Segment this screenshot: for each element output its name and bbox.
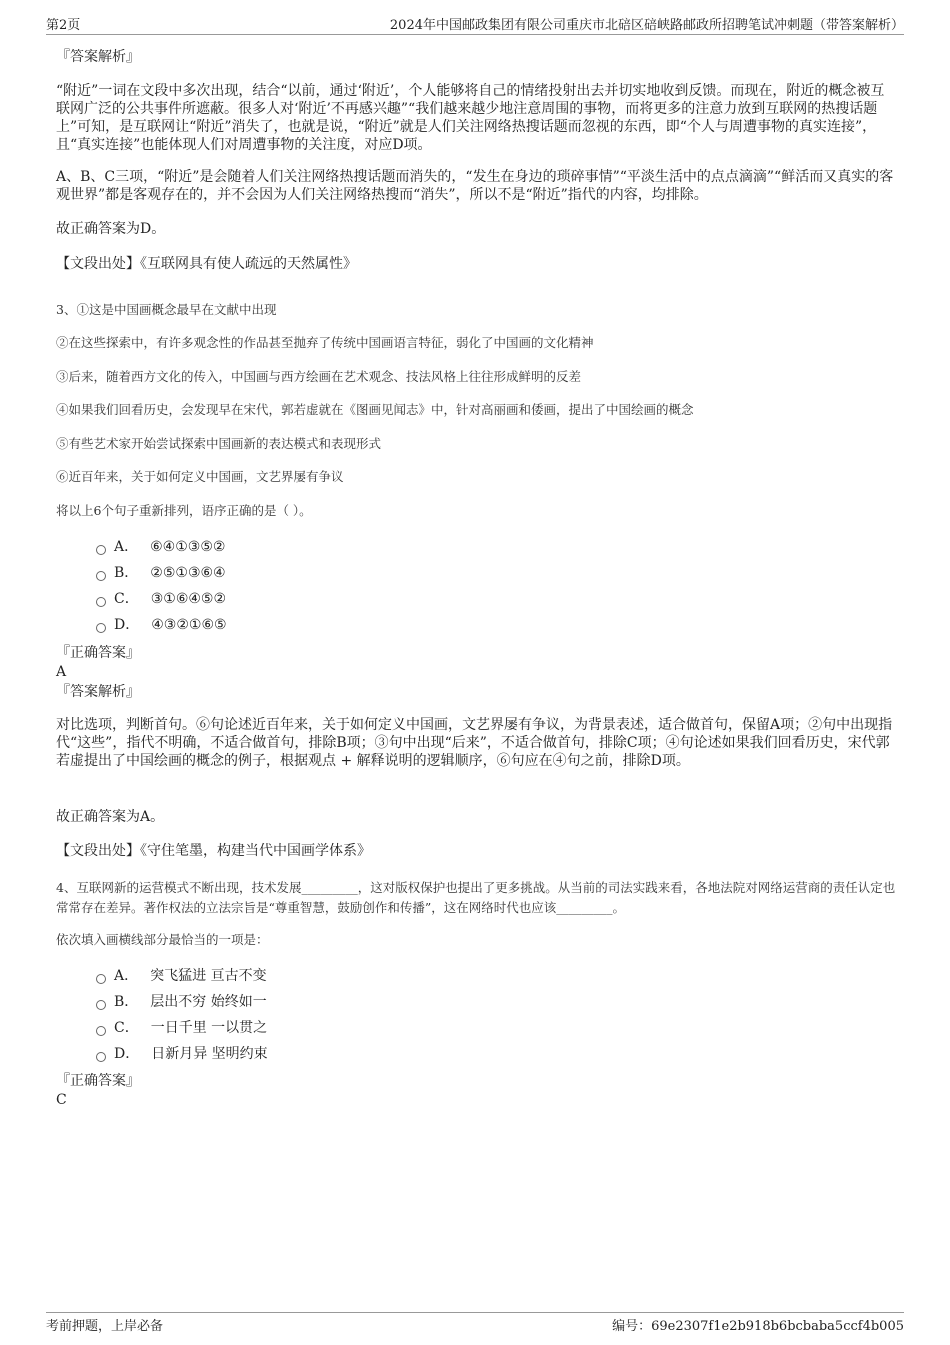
option-label: D． (114, 1046, 140, 1062)
option-label: C． (114, 591, 139, 607)
radio-icon[interactable] (96, 1000, 106, 1010)
option-text: ②⑤①③⑥④ (150, 565, 226, 581)
q4-prompt: 依次填入画横线部分最恰当的一项是： (56, 932, 269, 947)
q3-option-d[interactable] (96, 616, 227, 634)
q3-option-b[interactable] (96, 564, 226, 582)
option-text: ④③②①⑥⑤ (151, 617, 227, 633)
q4-answer-label: 『正确答案』 (56, 1073, 140, 1089)
page-header (46, 14, 904, 35)
q3-analysis-paragraph: 对比选项，判断首句。⑥句论述近百年来，关于如何定义中国画，文艺界屡有争议，为背景表述，适合做首句，保留A项；②句中出现指代“这些”，指代不明确，不适合做首句，排除B项；③句中出现“后来”，不适合做首句，排除C项；④句论述如果我们回看历史，宋代郭若虚提出了中国绘画的概念的例子，根据观点 + 解释说明的逻辑顺序，⑥句应在④句之前，排除D项。 (56, 717, 893, 769)
q3-source: 【文段出处】《守住笔墨，构建当代中国画学体系》 (56, 843, 371, 859)
q2-analysis-paragraph-2: A、B、C三项，“附近”是会随着人们关注网络热搜话题而消失的，“发生在身边的琐碎事情”“平淡生活中的点点滴滴”“鲜活而又真实的客观世界”都是客观存在的，并不会因为人们关注网络热搜而“消失”，所以不是“附近”指代的内容，均排除。 (56, 169, 894, 203)
option-text: 突飞猛进 亘古不变 (150, 968, 267, 984)
option-label: A． (114, 968, 139, 984)
option-label: A． (114, 539, 139, 555)
footer-slogan: 考前押题，上岸必备 (46, 1319, 164, 1334)
q4-option-c[interactable] (96, 1019, 267, 1037)
page-footer (46, 1312, 904, 1335)
q2-analysis-paragraph-1: “附近”一词在文段中多次出现，结合“以前，通过‘附近’，个人能够将自己的情绪投射出去并切实地收到反馈。而现在，附近的概念被互联网广泛的公共事件所遮蔽。很多人对‘附近’不再感兴趣”“我们越来越少地注意周围的事物，而将更多的注意力放到互联网的热搜话题上”可知，是互联网让“附近”消失了，也就是说，“附近”就是人们关注网络热搜话题而忽视的东西，即“个人与周遭事物的真实连接”，且“真实连接”也能体现人们对周遭事物的关注度，对应D项。 (56, 83, 885, 153)
q3-sentence-5: ⑤有些艺术家开始尝试探索中国画新的表达模式和表现形式 (56, 436, 382, 451)
radio-icon[interactable] (96, 1052, 106, 1062)
page-number: 第2页 (46, 18, 81, 33)
q3-option-c[interactable] (96, 590, 226, 608)
radio-icon[interactable] (96, 597, 106, 607)
option-text: ③①⑥④⑤② (150, 591, 227, 607)
option-text: 层出不穷 始终如一 (150, 994, 267, 1010)
q3-conclusion: 故正确答案为A。 (56, 809, 165, 825)
radio-icon[interactable] (96, 974, 106, 984)
option-label: B． (114, 994, 139, 1010)
option-text: 日新月异 坚明约束 (151, 1046, 268, 1062)
q4-option-b[interactable] (96, 993, 267, 1011)
q2-conclusion: 故正确答案为D。 (56, 221, 166, 237)
q4-stem: 4、互联网新的运营模式不断出现，技术发展_________，这对版权保护也提出了更多挑战。从当前的司法实践来看，各地法院对网络运营商的责任认定也常常存在差异。著作权法的立法宗旨是“尊重智慧，鼓励创作和传播”，这在网络时代也应该_________。 (56, 880, 896, 915)
q4-option-a[interactable] (96, 967, 267, 985)
option-label: D． (114, 617, 140, 633)
radio-icon[interactable] (96, 545, 106, 555)
q3-sentence-6: ⑥近百年来，关于如何定义中国画，文艺界屡有争议 (56, 469, 344, 484)
option-label: B． (114, 565, 139, 581)
document-id: 编号：69e2307f1e2b918b6bcbaba5ccf4b005 (612, 1319, 904, 1334)
q3-analysis-label: 『答案解析』 (56, 684, 140, 700)
radio-icon[interactable] (96, 1026, 106, 1036)
q3-sentence-3: ③后来，随着西方文化的传入，中国画与西方绘画在艺术观念、技法风格上往往形成鲜明的反差 (56, 369, 582, 384)
q3-sentence-4: ④如果我们回看历史，会发现早在宋代，郭若虚就在《图画见闻志》中，针对高丽画和倭画，提出了中国绘画的概念 (56, 402, 694, 417)
q3-sentence-1: 3、①这是中国画概念最早在文献中出现 (56, 302, 277, 317)
option-label: C． (114, 1020, 139, 1036)
option-text: 一日千里 一以贯之 (150, 1020, 268, 1036)
q2-source: 【文段出处】《互联网具有使人疏远的天然属性》 (56, 256, 357, 272)
radio-icon[interactable] (96, 571, 106, 581)
q3-option-a[interactable] (96, 538, 225, 556)
q3-answer: A (56, 664, 67, 680)
q3-prompt: 将以上6个句子重新排列，语序正确的是（ ）。 (56, 503, 312, 518)
q2-analysis-label: 『答案解析』 (56, 49, 140, 65)
option-text: ⑥④①③⑤② (150, 539, 226, 555)
q3-sentence-2: ②在这些探索中，有许多观念性的作品甚至抛弃了传统中国画语言特征，弱化了中国画的文化精神 (56, 335, 594, 350)
document-title: 2024年中国邮政集团有限公司重庆市北碚区碚峡路邮政所招聘笔试冲刺题（带答案解析） (389, 18, 904, 33)
radio-icon[interactable] (96, 623, 106, 633)
q4-option-d[interactable] (96, 1045, 268, 1063)
q4-answer: C (56, 1092, 67, 1108)
q3-answer-label: 『正确答案』 (56, 645, 140, 661)
